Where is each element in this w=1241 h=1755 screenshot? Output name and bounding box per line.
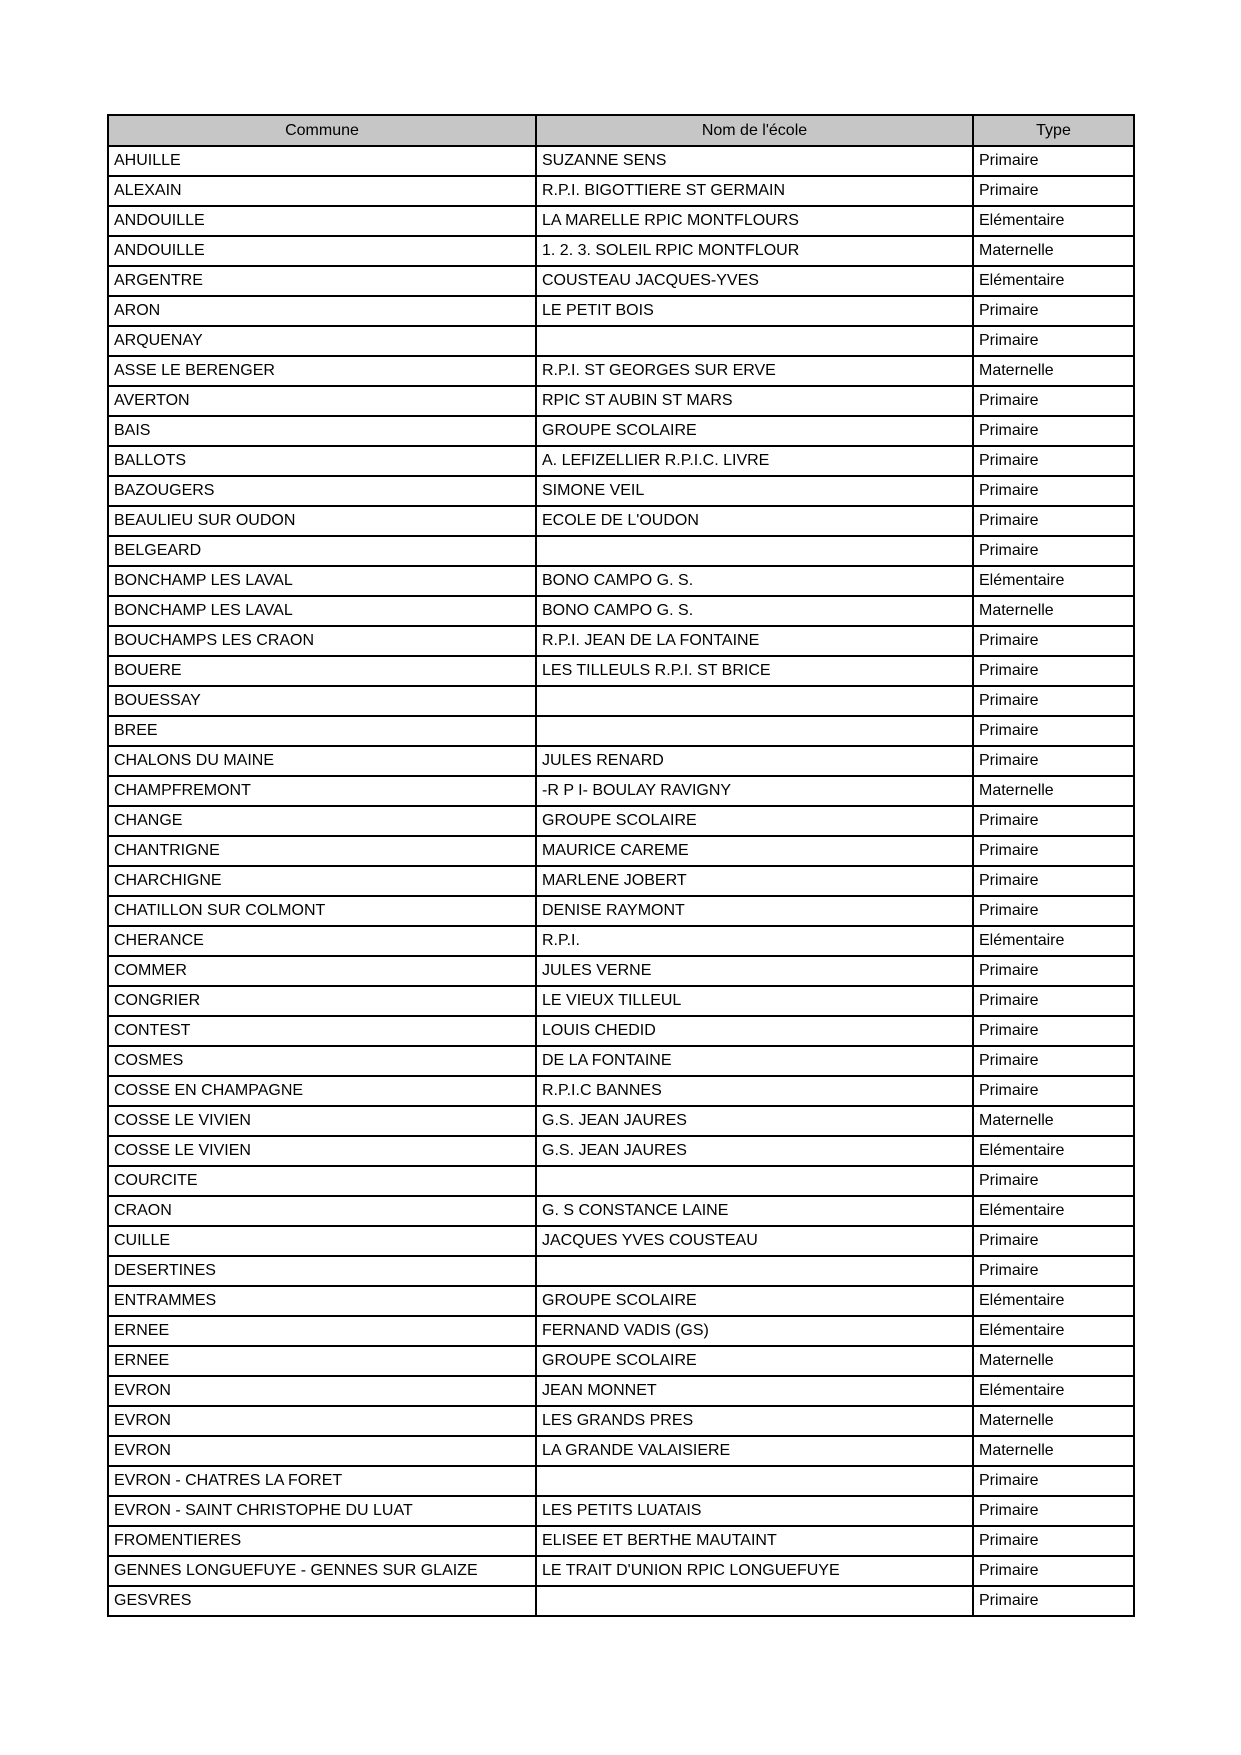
table-row [108,1556,1134,1586]
school-name-cell: -R P I- BOULAY RAVIGNY [536,776,973,806]
type-cell: Primaire [973,686,1134,716]
school-name-cell: 1. 2. 3. SOLEIL RPIC MONTFLOUR [536,236,973,266]
table-row [108,326,1134,356]
type-cell: Primaire [973,1226,1134,1256]
table-row [108,296,1134,326]
school-name-cell: RPIC ST AUBIN ST MARS [536,386,973,416]
school-name-cell: LA GRANDE VALAISIERE [536,1436,973,1466]
school-name-cell: GROUPE SCOLAIRE [536,416,973,446]
commune-cell: ANDOUILLE [108,206,536,236]
type-cell: Elémentaire [973,206,1134,236]
commune-cell: CRAON [108,1196,536,1226]
type-cell: Elémentaire [973,266,1134,296]
commune-cell: COURCITE [108,1166,536,1196]
type-cell: Primaire [973,806,1134,836]
school-name-cell: A. LEFIZELLIER R.P.I.C. LIVRE [536,446,973,476]
commune-cell: CHAMPFREMONT [108,776,536,806]
type-cell: Elémentaire [973,1376,1134,1406]
table-row [108,1496,1134,1526]
school-name-cell: JEAN MONNET [536,1376,973,1406]
type-cell: Elémentaire [973,566,1134,596]
school-name-cell: COUSTEAU JACQUES-YVES [536,266,973,296]
commune-cell: AHUILLE [108,146,536,176]
table-row [108,386,1134,416]
commune-cell: CUILLE [108,1226,536,1256]
commune-cell: ARON [108,296,536,326]
table-row [108,446,1134,476]
commune-cell: GESVRES [108,1586,536,1616]
commune-cell: EVRON - SAINT CHRISTOPHE DU LUAT [108,1496,536,1526]
commune-cell: CHERANCE [108,926,536,956]
table-row [108,356,1134,386]
type-cell: Primaire [973,536,1134,566]
commune-cell: CHARCHIGNE [108,866,536,896]
school-name-cell [536,716,973,746]
table-row [108,926,1134,956]
school-name-cell [536,686,973,716]
table-row [108,866,1134,896]
table-row [108,1406,1134,1436]
type-cell: Primaire [973,866,1134,896]
type-cell: Primaire [973,1466,1134,1496]
commune-cell: ERNEE [108,1316,536,1346]
column-header-ecole: Nom de l'école [536,115,973,146]
type-cell: Elémentaire [973,1136,1134,1166]
table-row [108,596,1134,626]
type-cell: Primaire [973,506,1134,536]
type-cell: Maternelle [973,1346,1134,1376]
school-name-cell: LA MARELLE RPIC MONTFLOURS [536,206,973,236]
type-cell: Elémentaire [973,1316,1134,1346]
school-name-cell: MARLENE JOBERT [536,866,973,896]
school-name-cell: LOUIS CHEDID [536,1016,973,1046]
commune-cell: GENNES LONGUEFUYE - GENNES SUR GLAIZE [108,1556,536,1586]
table-row [108,1166,1134,1196]
header-row [108,115,1134,146]
school-name-cell: MAURICE CAREME [536,836,973,866]
school-name-cell: JULES VERNE [536,956,973,986]
table-row [108,1076,1134,1106]
commune-cell: BOUCHAMPS LES CRAON [108,626,536,656]
table-row [108,506,1134,536]
table-row [108,746,1134,776]
commune-cell: BONCHAMP LES LAVAL [108,566,536,596]
table-row [108,1136,1134,1166]
school-name-cell: ELISEE ET BERTHE MAUTAINT [536,1526,973,1556]
type-cell: Primaire [973,1256,1134,1286]
school-name-cell: ECOLE DE L'OUDON [536,506,973,536]
commune-cell: BALLOTS [108,446,536,476]
table-row [108,536,1134,566]
table-row [108,266,1134,296]
school-name-cell: LE VIEUX TILLEUL [536,986,973,1016]
column-header-type: Type [973,115,1134,146]
table-header [108,115,1134,146]
commune-cell: COSSE EN CHAMPAGNE [108,1076,536,1106]
type-cell: Primaire [973,326,1134,356]
type-cell: Primaire [973,176,1134,206]
type-cell: Primaire [973,296,1134,326]
type-cell: Maternelle [973,1436,1134,1466]
type-cell: Elémentaire [973,926,1134,956]
type-cell: Maternelle [973,236,1134,266]
type-cell: Primaire [973,1526,1134,1556]
commune-cell: AVERTON [108,386,536,416]
commune-cell: EVRON [108,1406,536,1436]
commune-cell: CHATILLON SUR COLMONT [108,896,536,926]
commune-cell: ERNEE [108,1346,536,1376]
table-row [108,416,1134,446]
table-row [108,1316,1134,1346]
table-row [108,656,1134,686]
type-cell: Maternelle [973,356,1134,386]
type-cell: Maternelle [973,1106,1134,1136]
table-row [108,236,1134,266]
school-name-cell: FERNAND VADIS (GS) [536,1316,973,1346]
commune-cell: ASSE LE BERENGER [108,356,536,386]
table-row [108,476,1134,506]
commune-cell: COSSE LE VIVIEN [108,1106,536,1136]
type-cell: Elémentaire [973,1286,1134,1316]
commune-cell: BONCHAMP LES LAVAL [108,596,536,626]
commune-cell: BREE [108,716,536,746]
school-name-cell: R.P.I.C BANNES [536,1076,973,1106]
commune-cell: ENTRAMMES [108,1286,536,1316]
commune-cell: BAIS [108,416,536,446]
column-header-commune: Commune [108,115,536,146]
school-name-cell: BONO CAMPO G. S. [536,596,973,626]
school-name-cell: R.P.I. ST GEORGES SUR ERVE [536,356,973,386]
school-name-cell: LE TRAIT D'UNION RPIC LONGUEFUYE [536,1556,973,1586]
table-row [108,1466,1134,1496]
table-row [108,146,1134,176]
table-row [108,986,1134,1016]
commune-cell: CHALONS DU MAINE [108,746,536,776]
type-cell: Maternelle [973,776,1134,806]
type-cell: Primaire [973,1496,1134,1526]
table-row [108,1226,1134,1256]
commune-cell: ARGENTRE [108,266,536,296]
table-row [108,1376,1134,1406]
school-name-cell: G.S. JEAN JAURES [536,1106,973,1136]
table-row [108,176,1134,206]
table-row [108,1436,1134,1466]
school-name-cell: R.P.I. [536,926,973,956]
school-name-cell: R.P.I. JEAN DE LA FONTAINE [536,626,973,656]
table-row [108,956,1134,986]
table-row [108,1346,1134,1376]
type-cell: Primaire [973,656,1134,686]
school-name-cell: GROUPE SCOLAIRE [536,1286,973,1316]
school-name-cell: GROUPE SCOLAIRE [536,1346,973,1376]
commune-cell: CHANGE [108,806,536,836]
commune-cell: COMMER [108,956,536,986]
type-cell: Primaire [973,1586,1134,1616]
type-cell: Primaire [973,1016,1134,1046]
table-row [108,1286,1134,1316]
school-name-cell: JULES RENARD [536,746,973,776]
type-cell: Primaire [973,956,1134,986]
type-cell: Primaire [973,716,1134,746]
school-name-cell: DENISE RAYMONT [536,896,973,926]
type-cell: Elémentaire [973,1196,1134,1226]
school-name-cell [536,1256,973,1286]
school-name-cell [536,536,973,566]
school-name-cell: LES TILLEULS R.P.I. ST BRICE [536,656,973,686]
commune-cell: BEAULIEU SUR OUDON [108,506,536,536]
table-body [108,146,1134,1616]
commune-cell: BOUESSAY [108,686,536,716]
table-row [108,896,1134,926]
school-name-cell: LE PETIT BOIS [536,296,973,326]
type-cell: Primaire [973,746,1134,776]
table-row [108,206,1134,236]
school-name-cell [536,1586,973,1616]
commune-cell: CONGRIER [108,986,536,1016]
type-cell: Maternelle [973,596,1134,626]
type-cell: Primaire [973,446,1134,476]
type-cell: Primaire [973,626,1134,656]
commune-cell: CHANTRIGNE [108,836,536,866]
commune-cell: CONTEST [108,1016,536,1046]
type-cell: Primaire [973,1076,1134,1106]
table-row [108,686,1134,716]
commune-cell: EVRON [108,1376,536,1406]
commune-cell: BELGEARD [108,536,536,566]
school-name-cell: G. S CONSTANCE LAINE [536,1196,973,1226]
type-cell: Primaire [973,1556,1134,1586]
table-row [108,1526,1134,1556]
commune-cell: ARQUENAY [108,326,536,356]
table-row [108,1196,1134,1226]
commune-cell: COSMES [108,1046,536,1076]
table-row [108,776,1134,806]
commune-cell: EVRON - CHATRES LA FORET [108,1466,536,1496]
type-cell: Maternelle [973,1406,1134,1436]
type-cell: Primaire [973,416,1134,446]
commune-cell: BOUERE [108,656,536,686]
table-row [108,626,1134,656]
table-row [108,836,1134,866]
commune-cell: COSSE LE VIVIEN [108,1136,536,1166]
schools-table [107,114,1135,1617]
commune-cell: ANDOUILLE [108,236,536,266]
table-row [108,1016,1134,1046]
table-row [108,1586,1134,1616]
table-row [108,1106,1134,1136]
commune-cell: DESERTINES [108,1256,536,1286]
school-name-cell [536,326,973,356]
table-row [108,806,1134,836]
school-name-cell [536,1166,973,1196]
table-row [108,716,1134,746]
school-name-cell: LES GRANDS PRES [536,1406,973,1436]
table-row [108,566,1134,596]
type-cell: Primaire [973,476,1134,506]
type-cell: Primaire [973,896,1134,926]
type-cell: Primaire [973,1046,1134,1076]
school-name-cell: JACQUES YVES COUSTEAU [536,1226,973,1256]
commune-cell: FROMENTIERES [108,1526,536,1556]
table-row [108,1256,1134,1286]
school-name-cell: G.S. JEAN JAURES [536,1136,973,1166]
school-name-cell: BONO CAMPO G. S. [536,566,973,596]
commune-cell: ALEXAIN [108,176,536,206]
school-name-cell: SIMONE VEIL [536,476,973,506]
type-cell: Primaire [973,386,1134,416]
commune-cell: BAZOUGERS [108,476,536,506]
school-name-cell [536,1466,973,1496]
type-cell: Primaire [973,986,1134,1016]
school-name-cell: LES PETITS LUATAIS [536,1496,973,1526]
table-row [108,1046,1134,1076]
type-cell: Primaire [973,146,1134,176]
school-name-cell: R.P.I. BIGOTTIERE ST GERMAIN [536,176,973,206]
type-cell: Primaire [973,1166,1134,1196]
type-cell: Primaire [973,836,1134,866]
school-name-cell: DE LA FONTAINE [536,1046,973,1076]
school-name-cell: SUZANNE SENS [536,146,973,176]
commune-cell: EVRON [108,1436,536,1466]
school-name-cell: GROUPE SCOLAIRE [536,806,973,836]
